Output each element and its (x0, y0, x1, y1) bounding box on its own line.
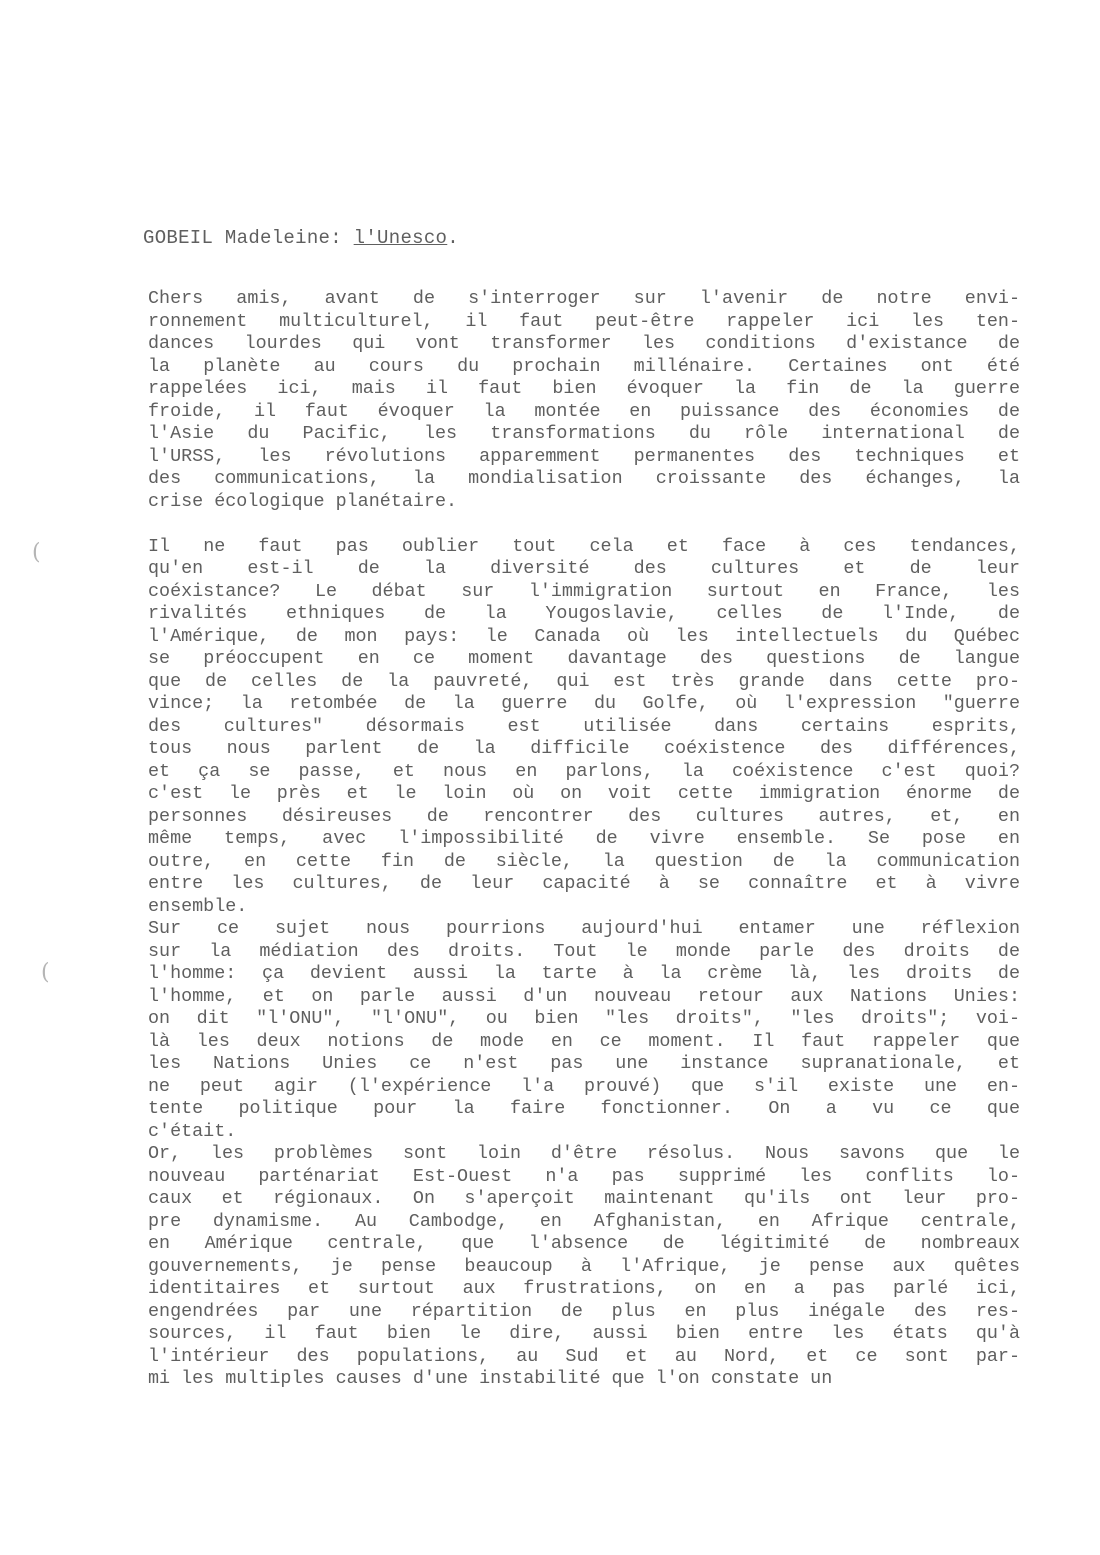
text-line: engendrées par une répartition de plus en plus inégale des res- (148, 1300, 1020, 1322)
text-line: froide, il faut évoquer la montée en puissance des économies de (148, 400, 1020, 422)
text-line: pre dynamisme. Au Cambodge, en Afghanistan, en Afrique centrale, (148, 1210, 1020, 1232)
text-line: et ça se passe, et nous en parlons, la coéxistence c'est quoi? (148, 760, 1020, 782)
text-line: identitaires et surtout aux frustrations, on en a pas parlé ici, (148, 1278, 1020, 1299)
text-line: tente politique pour la faire fonctionner. On a vu ce que (148, 1098, 1020, 1119)
text-line: ne peut agir (l'expérience l'a prouvé) que s'il existe une en- (148, 1075, 1020, 1097)
text-line: c'est le près et le loin où on voit cette immigration énorme de (148, 783, 1020, 804)
text-line: c'était. (148, 1120, 237, 1142)
text-line: rappelées ici, mais il faut bien évoquer la fin de la guerre (148, 378, 1020, 399)
text-line: vince; la retombée de la guerre du Golfe, où l'expression "guerre (148, 693, 1020, 714)
text-line: Sur ce sujet nous pourrions aujourd'hui entamer une réflexion (148, 918, 1020, 939)
text-line: la planète au cours du prochain millénaire. Certaines ont été (148, 355, 1020, 377)
text-line: rivalités ethniques de la Yougoslavie, celles de l'Inde, de (148, 603, 1020, 624)
text-line: personnes désireuses de rencontrer des cultures autres, et, en (148, 805, 1020, 827)
text-line: outre, en cette fin de siècle, la question de la communication (148, 850, 1020, 872)
organization-title: l'Unesco (353, 227, 448, 249)
text-line: Or, les problèmes sont loin d'être résolus. Nous savons que le (148, 1143, 1020, 1164)
heading-period: . (447, 227, 459, 249)
text-line: crise écologique planétaire. (148, 490, 458, 512)
text-line: coéxistance? Le débat sur l'immigration surtout en France, les (148, 580, 1020, 602)
paragraph-gap (148, 513, 1020, 536)
text-line: caux et régionaux. On s'aperçoit maintenant qu'ils ont leur pro- (148, 1188, 1020, 1209)
text-line: Chers amis, avant de s'interroger sur l'avenir de notre envi- (148, 288, 1020, 309)
text-line: l'homme: ça devient aussi la tarte à la crème là, les droits de (148, 963, 1020, 984)
text-line: dances lourdes qui vont transformer les conditions d'existance de (148, 333, 1020, 354)
text-line: l'Amérique, de mon pays: le Canada où les intellectuels du Québec (148, 625, 1020, 647)
text-line: qu'en est-il de la diversité des cultures et de leur (148, 558, 1020, 579)
text-line: des communications, la mondialisation croissante des échanges, la (148, 468, 1020, 489)
text-line: mi les multiples causes d'une instabilité que l'on constate un (148, 1368, 833, 1389)
text-line: même temps, avec l'impossibilité de vivre ensemble. Se pose en (148, 828, 1020, 849)
document-body (148, 288, 1020, 1391)
text-line: des cultures" désormais est utilisée dans certains esprits, (148, 715, 1020, 737)
text-line: sources, il faut bien le dire, aussi bien entre les états qu'à (148, 1323, 1020, 1344)
text-line: l'homme, et on parle aussi d'un nouveau retour aux Nations Unies: (148, 985, 1020, 1007)
text-line: là les deux notions de mode en ce moment. Il faut rappeler que (148, 1030, 1020, 1052)
text-line: l'URSS, les révolutions apparemment permanentes des techniques et (148, 445, 1020, 467)
margin-mark: ( (32, 540, 41, 565)
paragraph (148, 288, 1020, 513)
text-line: on dit "l'ONU", "l'ONU", ou bien "les droits", "les droits"; voi- (148, 1008, 1020, 1029)
text-line: gouvernements, je pense beaucoup à l'Afrique, je pense aux quêtes (148, 1255, 1020, 1277)
text-line: l'intérieur des populations, au Sud et au Nord, et ce sont par- (148, 1345, 1020, 1367)
author-name: GOBEIL Madeleine: (143, 227, 354, 249)
text-line: tous nous parlent de la difficile coéxistence des différences, (148, 738, 1020, 759)
text-line: nouveau parténariat Est-Ouest n'a pas supprimé les conflits lo- (148, 1165, 1020, 1187)
text-line: les Nations Unies ce n'est pas une instance supranationale, et (148, 1053, 1020, 1074)
text-line: se préoccupent en ce moment davantage des questions de langue (148, 648, 1020, 669)
text-line: ronnement multiculturel, il faut peut-être rappeler ici les ten- (148, 310, 1020, 332)
margin-mark: ( (41, 960, 50, 985)
text-line: Il ne faut pas oublier tout cela et face à ces tendances, (148, 535, 1020, 557)
text-line: sur la médiation des droits. Tout le monde parle des droits de (148, 940, 1020, 962)
paragraph (148, 1143, 1020, 1391)
paragraph (148, 536, 1020, 919)
text-line: en Amérique centrale, que l'absence de légitimité de nombreaux (148, 1233, 1020, 1254)
document-heading (143, 226, 459, 250)
text-line: entre les cultures, de leur capacité à se connaître et à vivre (148, 873, 1020, 894)
text-line: ensemble. (148, 895, 248, 917)
text-line: que de celles de la pauvreté, qui est très grande dans cette pro- (148, 670, 1020, 692)
paragraph (148, 918, 1020, 1143)
text-line: l'Asie du Pacific, les transformations du rôle international de (148, 423, 1020, 444)
